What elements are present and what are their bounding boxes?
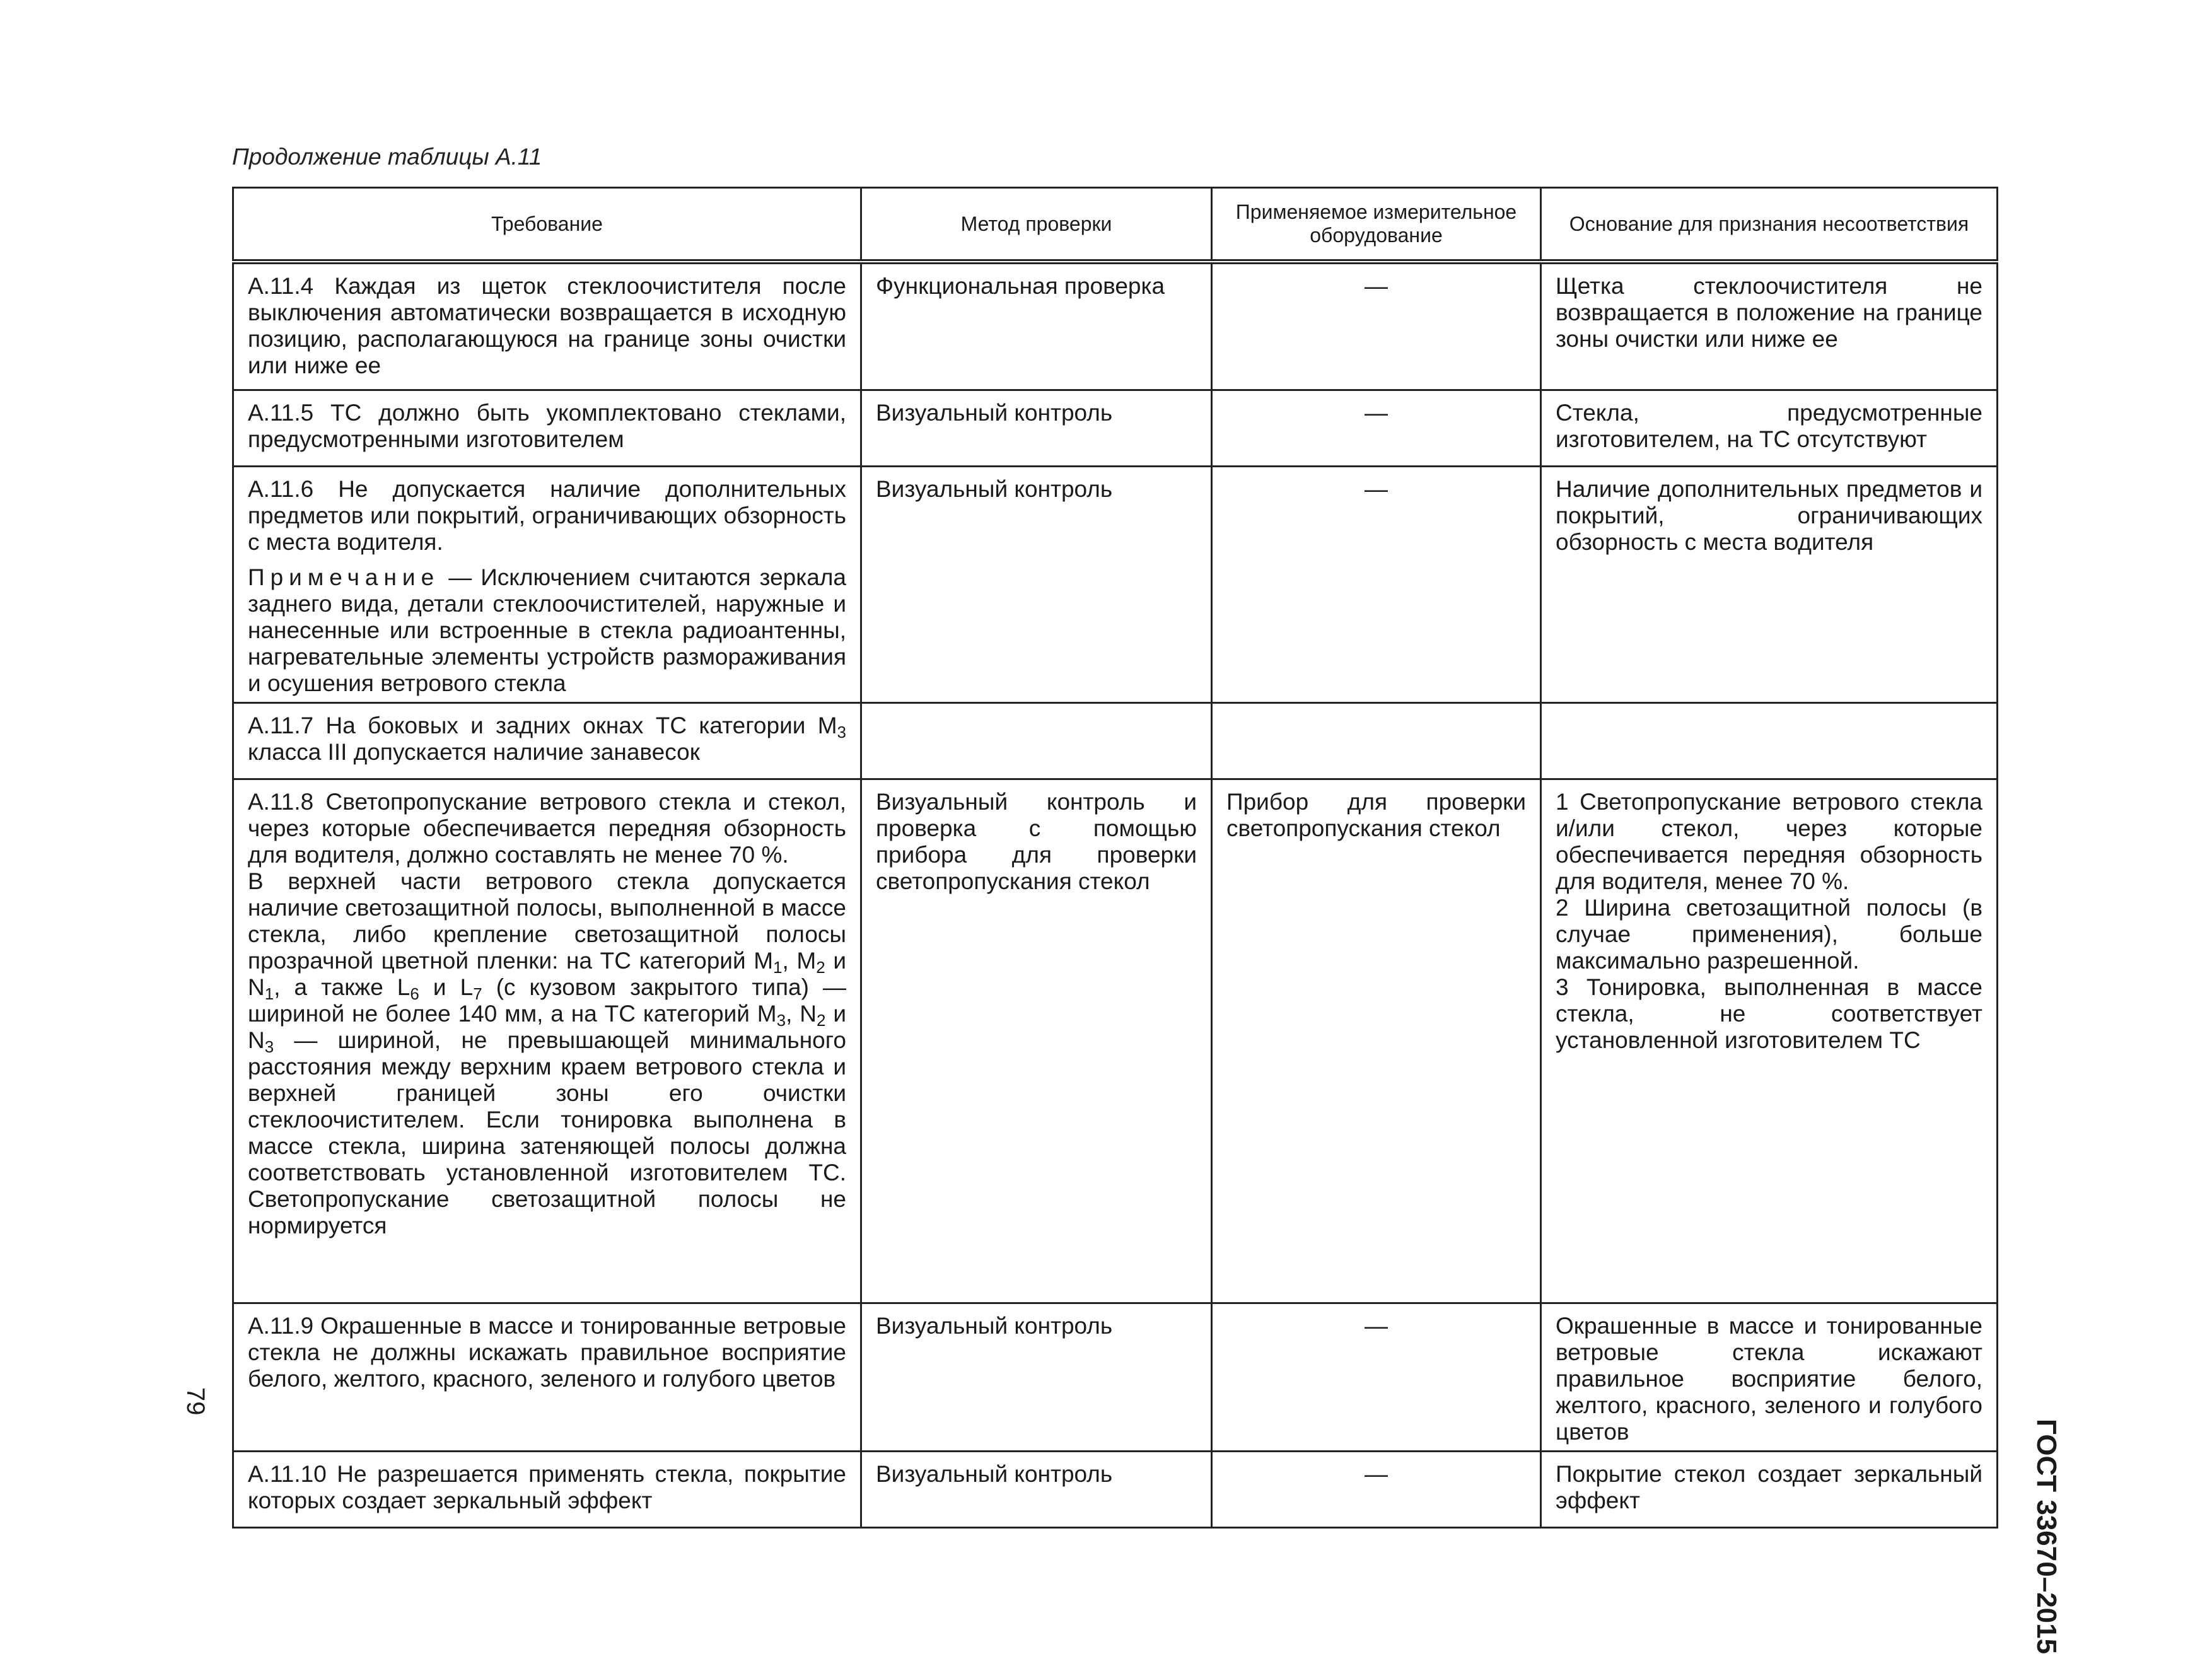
header-equipment: Применяемое измерительное оборудование (1212, 188, 1541, 262)
table-row (233, 703, 1998, 779)
basis-cell: Окрашенные в массе и тонированные ветровые стекла искажают правильное восприятие белого, желтого, красного, зеленого и голубого цветов (1541, 1303, 1998, 1452)
basis-cell: Щетка стеклоочистителя не возвращается в положение на границе зоны очистки или ниже ее (1541, 262, 1998, 390)
basis-item: 2 Ширина светозащитной полосы (в случае применения), больше максимально разрешенной. (1556, 895, 1982, 974)
req-subscript: 1 (264, 984, 274, 1003)
method-cell: Визуальный контроль (861, 1303, 1212, 1452)
requirement-cell: А.11.5 ТС должно быть укомплектовано стеклами, предусмотренными изготовителем (233, 390, 861, 467)
method-cell: Функциональная проверка (861, 262, 1212, 390)
table-header-row (233, 188, 1998, 262)
page-number: 79 (182, 1387, 209, 1416)
document-designation: ГОСТ 33670–2015 (2031, 1419, 2062, 1654)
method-cell: Визуальный контроль и проверка с помощью прибора для проверки светопропускания стекол (861, 779, 1212, 1303)
requirement-cell (233, 779, 861, 1303)
basis-cell (1541, 779, 1998, 1303)
req-text-part: В верхней части ветрового стекла допускается наличие светозащитной полосы, выполненной в массе стекла, либо крепление светозащитной полосы прозрачной цветной пленки: на ТС категорий М (248, 868, 846, 974)
requirements-table (232, 187, 1998, 1529)
equipment-cell (1212, 703, 1541, 779)
header-requirement: Требование (233, 188, 861, 262)
method-cell: Визуальный контроль (861, 390, 1212, 467)
equipment-cell: Прибор для проверки светопропускания стекол (1212, 779, 1541, 1303)
req-subscript: 6 (410, 984, 419, 1003)
req-subscript: 3 (776, 1011, 786, 1030)
req-text-part: и N (248, 948, 846, 1000)
basis-item: 1 Светопропускание ветрового стекла и/или стекол, через которые обеспечивается передняя обзорность для водителя, менее 70 %. (1556, 789, 1982, 894)
note-label: Примечание (248, 564, 440, 590)
table-row (233, 390, 1998, 467)
note-text: — Исключением считаются зеркала заднего вида, детали стеклоочистителей, наружные и нанесенные или встроенные в стекла радиоантенны, нагревательные элементы устройств размораживания и осушения ветрового стекла (248, 564, 847, 696)
requirement-cell (233, 467, 861, 703)
req-text-part: А.11.7 На боковых и задних окнах ТС категории М (248, 713, 837, 738)
req-subscript: 2 (816, 1011, 826, 1030)
req-text-part: , М (782, 948, 817, 974)
table-row (233, 1303, 1998, 1452)
table-row (233, 779, 1998, 1303)
req-text-part: (с кузовом закрытого типа) — шириной не более 140 мм, а на ТС категорий М (248, 974, 846, 1027)
basis-cell (1541, 703, 1998, 779)
req-text-part: , N (786, 1001, 817, 1027)
basis-cell: Стекла, предусмотренные изготовителем, на ТС отсутствуют (1541, 390, 1998, 467)
table-row (233, 467, 1998, 703)
basis-item: 3 Тонировка, выполненная в массе стекла, не соответствует установленной изготовителем ТС (1556, 974, 1982, 1053)
method-cell: Визуальный контроль (861, 467, 1212, 703)
equipment-cell: — (1212, 262, 1541, 390)
requirement-cell: А.11.10 Не разрешается применять стекла, покрытие которых создает зеркальный эффект (233, 1452, 861, 1528)
table-caption: Продолжение таблицы А.11 (232, 144, 542, 170)
header-method: Метод проверки (861, 188, 1212, 262)
requirement-text (248, 868, 846, 1239)
req-subscript: 3 (837, 723, 846, 742)
basis-cell: Наличие дополнительных предметов и покрытий, ограничивающих обзорность с места водителя (1541, 467, 1998, 703)
method-cell (861, 703, 1212, 779)
equipment-cell: — (1212, 1452, 1541, 1528)
requirement-text: А.11.6 Не допускается наличие дополнительных предметов или покрытий, ограничивающих обзорность с места водителя. (248, 476, 846, 555)
requirement-note (248, 564, 846, 697)
equipment-cell: — (1212, 1303, 1541, 1452)
basis-cell: Покрытие стекол создает зеркальный эффект (1541, 1452, 1998, 1528)
req-text-part: — шириной, не превышающей минимального расстояния между верхним краем ветрового стекла и верхней границей зоны его очистки стеклоочистителем. Если тонировка выполнена в массе стекла, ширина затеняющей полосы должна соответствовать установленной изготовителем ТС. Светопропускание светозащитной полосы не нормируется (248, 1027, 846, 1238)
table-row (233, 1452, 1998, 1528)
req-text-part: и L (419, 974, 474, 1000)
req-subscript: 1 (773, 958, 783, 977)
method-cell: Визуальный контроль (861, 1452, 1212, 1528)
equipment-cell: — (1212, 390, 1541, 467)
req-text-part: класса III допускается наличие занавесок (248, 739, 700, 765)
requirement-cell: А.11.4 Каждая из щеток стеклоочистителя после выключения автоматически возвращается в исходную позицию, располагающуюся на границе зоны очистки или ниже ее (233, 262, 861, 390)
requirement-text: А.11.8 Светопропускание ветрового стекла и стекол, через которые обеспечивается передняя обзорность для водителя, должно составлять не менее 70 %. (248, 789, 846, 868)
req-subscript: 7 (473, 984, 482, 1003)
req-subscript: 3 (264, 1037, 274, 1056)
table-row (233, 262, 1998, 390)
header-basis: Основание для признания несоответствия (1541, 188, 1998, 262)
req-subscript: 2 (816, 958, 825, 977)
requirement-cell (233, 703, 861, 779)
equipment-cell: — (1212, 467, 1541, 703)
requirement-cell: А.11.9 Окрашенные в массе и тонированные ветровые стекла не должны искажать правильное восприятие белого, желтого, красного, зеленого и голубого цветов (233, 1303, 861, 1452)
req-text-part: и N (248, 1001, 847, 1053)
req-text-part: , а также L (274, 974, 410, 1000)
